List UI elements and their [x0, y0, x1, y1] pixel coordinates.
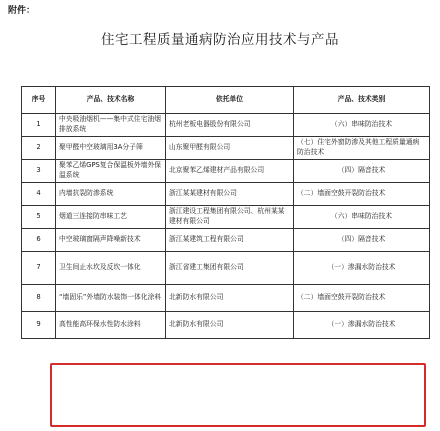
highlight-box [50, 363, 426, 427]
table-header-row [22, 87, 430, 114]
column-header-name: 产品、技术名称 [56, 87, 166, 114]
row-org: 北新防水有限公司 [166, 312, 294, 339]
row-org: 北新防水有限公司 [166, 285, 294, 312]
row-index: 2 [22, 137, 56, 160]
table-row [22, 206, 430, 229]
row-name: 中空玻璃窗隔声降噪新技术 [56, 229, 166, 252]
row-category: （一）渗漏水防治技术 [294, 312, 430, 339]
document-title: 住宅工程质量通病防治应用技术与产品 [101, 32, 339, 48]
table-row [22, 285, 430, 312]
row-category: （六）串味防治技术 [294, 114, 430, 137]
row-name: 卫生间止水坎及反坎一体化 [56, 252, 166, 285]
row-category: （二）墙面空鼓开裂防治技术 [294, 183, 430, 206]
row-org: 山东聚甲醛有限公司 [166, 137, 294, 160]
row-category: （一）渗漏水防治技术 [294, 252, 430, 285]
row-index: 6 [22, 229, 56, 252]
row-org: 浙江建设工程集团有限公司、杭州某某建材有限公司 [166, 206, 294, 229]
row-index: 7 [22, 252, 56, 285]
row-org: 浙江某建筑工程有限公司 [166, 229, 294, 252]
table-row [22, 114, 430, 137]
row-category: （六）串味防治技术 [294, 206, 430, 229]
row-name: 聚苯乙烯GPS复合保温板外墙外保温系统 [56, 160, 166, 183]
row-name: 中央吸油烟机——集中式住宅油烟排放系统 [56, 114, 166, 137]
column-header-org: 依托单位 [166, 87, 294, 114]
row-index: 8 [22, 285, 56, 312]
table-row [22, 312, 430, 339]
row-category: （四）隔音技术 [294, 229, 430, 252]
row-index: 1 [22, 114, 56, 137]
row-index: 5 [22, 206, 56, 229]
row-name: 内墙抗裂防渗系统 [56, 183, 166, 206]
row-name: “墙固乐”外墙防水装饰一体化涂料 [56, 285, 166, 312]
row-category: （七）住宅外窗防渗及其他工程质量通病防治技术 [294, 137, 430, 160]
row-name: 高性能高环保水性防水涂料 [56, 312, 166, 339]
tech-products-table [21, 86, 430, 339]
row-index: 3 [22, 160, 56, 183]
row-name: 烟道三连接防串味工艺 [56, 206, 166, 229]
row-index: 9 [22, 312, 56, 339]
row-org: 杭州老板电器股份有限公司 [166, 114, 294, 137]
table-row [22, 183, 430, 206]
row-category: （四）隔音技术 [294, 160, 430, 183]
row-org: 北京聚苯乙烯建材产品有限公司 [166, 160, 294, 183]
table-row [22, 229, 430, 252]
table-row [22, 160, 430, 183]
table-row [22, 252, 430, 285]
row-name: 聚甲醛中空玻璃用3A分子筛 [56, 137, 166, 160]
table-row [22, 137, 430, 160]
row-org: 浙江某某建材有限公司 [166, 183, 294, 206]
column-header-index: 序号 [22, 87, 56, 114]
appendix-label: 附件： [8, 6, 36, 16]
row-index: 4 [22, 183, 56, 206]
row-org: 浙江省建工集团有限公司 [166, 252, 294, 285]
row-category: （二）墙面空鼓开裂防治技术 [294, 285, 430, 312]
column-header-category: 产品、技术类别 [294, 87, 430, 114]
